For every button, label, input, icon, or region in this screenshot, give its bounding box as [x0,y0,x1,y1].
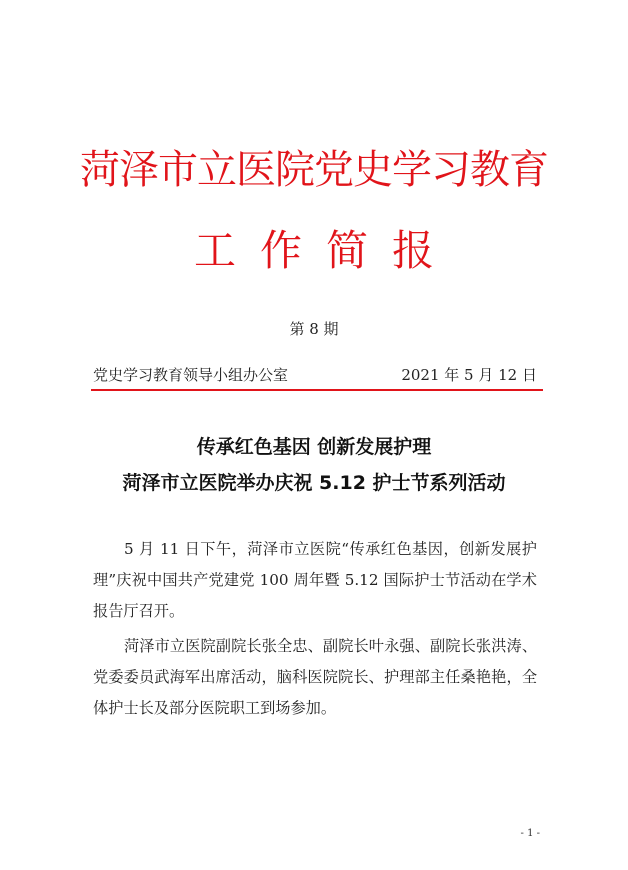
masthead-title: 菏泽市立医院党史学习教育 [80,147,548,193]
article-paragraph: 5 月 11 日下午，菏泽市立医院“传承红色基因，创新发展护理”庆祝中国共产党建党 100 周年暨 5.12 国际护士节活动在学术报告厅召开。 [93,540,537,620]
red-divider [91,389,543,391]
issuing-office: 党史学习教育领导小组办公室 [93,366,289,384]
article-headline: 传承红色基因 创新发展护理 [196,436,432,458]
issuer-row [93,364,537,386]
page-number: - 1 - [520,828,540,839]
issue-date: 2021 年 5 月 12 日 [401,366,537,384]
issue-number: 第 8 期 [289,320,339,338]
article-paragraph: 菏泽市立医院副院长张全忠、副院长叶永强、副院长张洪涛、党委委员武海军出席活动，脑科医院院长、护理部主任桑艳艳，全体护士长及部分医院职工到场参加。 [93,637,537,717]
article-subheadline: 菏泽市立医院举办庆祝 5.12 护士节系列活动 [122,472,506,494]
masthead-subtitle: 工作简报 [193,226,458,275]
